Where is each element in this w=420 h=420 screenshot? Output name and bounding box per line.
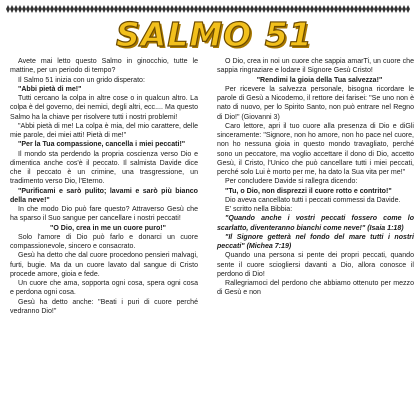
border-ornament bbox=[382, 5, 386, 13]
paragraph: Un cuore che ama, sopporta ogni cosa, spera ogni cosa e perdona ogni cosa. bbox=[10, 280, 198, 297]
border-ornament bbox=[394, 5, 398, 13]
paragraph: Per concludere Davide si rallegra dicendo: bbox=[225, 178, 358, 186]
border-ornament bbox=[370, 5, 374, 13]
border-ornament bbox=[10, 5, 14, 13]
border-ornament bbox=[358, 5, 362, 13]
border-ornament bbox=[306, 5, 310, 13]
paragraph: Per ricevere la salvezza personale, bisogna ricordare le parole di Gesù a Nicodemo, il rettore dei farisei: "Se uno non è nato di nuovo, per lo Spirito Santo, non può entrare nel Regno di Dio!" (Giovanni 3) bbox=[217, 85, 414, 121]
border-ornament bbox=[86, 5, 90, 13]
paragraph: "Per la Tua compassione, cancella i miei peccati!" bbox=[18, 141, 186, 149]
border-ornament bbox=[182, 5, 186, 13]
border-ornament bbox=[6, 5, 10, 13]
paragraph: "Purificami e sarò pulito; lavami e sarò più bianco della neve!" bbox=[10, 187, 198, 204]
border-ornament bbox=[274, 5, 278, 13]
right-column bbox=[217, 57, 414, 298]
border-ornament bbox=[126, 5, 130, 13]
border-ornament bbox=[50, 5, 54, 13]
paragraph: "Quando anche i vostri peccati fossero come lo scarlatto, diventeranno bianchi come neve!" (Isaia 1:18) bbox=[217, 215, 414, 232]
border-ornament bbox=[246, 5, 250, 13]
border-ornament bbox=[282, 5, 286, 13]
border-ornament bbox=[278, 5, 282, 13]
paragraph: In che modo Dio può fare questo? Attraverso Gesù che ha sparso il Suo sangue per cancellare i nostri peccati! bbox=[10, 206, 198, 223]
paragraph: Avete mai letto questo Salmo in ginocchio, tutte le mattine, per un periodo di tempo? bbox=[10, 58, 198, 75]
border-ornament bbox=[158, 5, 162, 13]
border-ornament bbox=[406, 5, 410, 13]
paragraph: "O Dio, crea in me un cuore puro!" bbox=[50, 224, 166, 232]
border-ornament bbox=[290, 5, 294, 13]
border-ornament bbox=[386, 5, 390, 13]
border-ornament bbox=[14, 5, 18, 13]
border-ornament bbox=[166, 5, 170, 13]
border-ornament bbox=[326, 5, 330, 13]
border-ornament bbox=[366, 5, 370, 13]
border-ornament bbox=[190, 5, 194, 13]
paragraph: Solo l'amore di Dio può farlo e donarci un cuore compassionevole, sincero e consacrato. bbox=[10, 233, 198, 250]
border-ornament bbox=[134, 5, 138, 13]
border-ornament bbox=[286, 5, 290, 13]
border-ornament bbox=[222, 5, 226, 13]
paragraph: Il Salmo 51 inizia con un grido disperato: bbox=[18, 76, 145, 84]
page-title: SALMO 51 bbox=[116, 15, 313, 54]
border-ornament bbox=[22, 5, 26, 13]
border-ornament bbox=[34, 5, 38, 13]
paragraph: Gesù ha detto anche: "Beati i puri di cuore perché vedranno Dio!" bbox=[10, 298, 198, 315]
border-ornament bbox=[30, 5, 34, 13]
border-ornament bbox=[234, 5, 238, 13]
border-ornament bbox=[294, 5, 298, 13]
border-ornament bbox=[262, 5, 266, 13]
border-ornament bbox=[314, 5, 318, 13]
border-ornament bbox=[66, 5, 70, 13]
border-ornament bbox=[226, 5, 230, 13]
border-ornament bbox=[94, 5, 98, 13]
border-ornament bbox=[390, 5, 394, 13]
border-ornament bbox=[242, 5, 246, 13]
border-ornament bbox=[174, 5, 178, 13]
paragraph: Tutti cercano la colpa in altre cose o in qualcun altro. La colpa è del governo, dei nemici, degli altri, ecc.... Ma questo Salmo ha la chiave per risolvere tutti i nostri problemi! bbox=[10, 95, 198, 121]
paragraph: Dio aveva cancellato tutti i peccati commessi da Davide. bbox=[225, 196, 401, 204]
paragraph: "Rendimi la gioia della Tua salvezza!" bbox=[256, 76, 383, 84]
border-ornament bbox=[258, 5, 262, 13]
border-ornament bbox=[114, 5, 118, 13]
paragraph: "Abbi pietà di me!" bbox=[18, 85, 82, 93]
border-ornament bbox=[310, 5, 314, 13]
border-ornament bbox=[106, 5, 110, 13]
border-ornament bbox=[298, 5, 302, 13]
border-ornament bbox=[142, 5, 146, 13]
border-ornament bbox=[78, 5, 82, 13]
paragraph: Quando una persona si pente dei propri peccati, quando sente il cuore sciogliersi davanti a Dio, allora conosce il perdono di Dio! bbox=[217, 252, 414, 278]
border-ornament bbox=[74, 5, 78, 13]
left-column bbox=[10, 57, 198, 316]
border-ornament bbox=[322, 5, 326, 13]
border-ornament bbox=[318, 5, 322, 13]
border-ornament bbox=[402, 5, 406, 13]
border-ornament bbox=[130, 5, 134, 13]
border-ornament bbox=[102, 5, 106, 13]
border-ornament bbox=[150, 5, 154, 13]
border-ornament bbox=[218, 5, 222, 13]
border-ornament bbox=[162, 5, 166, 13]
border-ornament bbox=[346, 5, 350, 13]
border-ornament bbox=[362, 5, 366, 13]
border-ornament bbox=[238, 5, 242, 13]
border-ornament bbox=[90, 5, 94, 13]
border-ornament bbox=[254, 5, 258, 13]
border-ornament bbox=[58, 5, 62, 13]
border-ornament bbox=[26, 5, 30, 13]
paragraph: "Abbi pietà di me! La colpa è mia, del mio carattere, delle mie parole, dei miei atti! Pietà di me!" bbox=[10, 122, 198, 139]
border-ornament bbox=[98, 5, 102, 13]
paragraph: E' scritto nella Bibbia: bbox=[225, 206, 293, 213]
border-ornament bbox=[202, 5, 206, 13]
border-ornament bbox=[338, 5, 342, 13]
border-ornament bbox=[350, 5, 354, 13]
paragraph: Rallegriamoci del perdono che abbiamo ottenuto per mezzo di Gesù e non bbox=[217, 280, 414, 297]
title-banner bbox=[0, 13, 420, 57]
paragraph: "Il Signore getterà nel fondo del mare tutti i nostri peccati" (Michea 7:19) bbox=[217, 233, 414, 250]
border-ornament bbox=[342, 5, 346, 13]
border-ornament bbox=[170, 5, 174, 13]
paragraph: Caro lettore, apri il tuo cuore alla presenza di Dio e diGli sinceramente: "Signore, non ho amore, non ho pace nel cuore, non ho nessuna gioia in questo mondo travagliato, perché sono un peccatore, ma voglio accettare il dono di Dio, accetto Gesù, il Cristo, l'Unico che può cancellare tutti i miei peccati, perché solo Lui è morto per me, ha dato la Sua vita per me!" bbox=[217, 122, 414, 176]
border-ornament bbox=[266, 5, 270, 13]
paragraph: "Tu, o Dio, non disprezzi il cuore rotto e contrito!" bbox=[225, 187, 392, 195]
border-ornament bbox=[210, 5, 214, 13]
border-ornament bbox=[38, 5, 42, 13]
border-ornament bbox=[186, 5, 190, 13]
border-ornament bbox=[198, 5, 202, 13]
border-ornament bbox=[62, 5, 66, 13]
border-ornament bbox=[250, 5, 254, 13]
border-ornament bbox=[374, 5, 378, 13]
border-ornament bbox=[230, 5, 234, 13]
border-ornament bbox=[270, 5, 274, 13]
border-ornament bbox=[398, 5, 402, 13]
border-ornament bbox=[214, 5, 218, 13]
border-ornament bbox=[42, 5, 46, 13]
border-ornament bbox=[194, 5, 198, 13]
border-ornament bbox=[110, 5, 114, 13]
paragraph: Gesù ha detto che dal cuore procedono pensieri malvagi, furti, bugie. Ma da un cuore lavato dal sangue di Cristo procede amore, gioia e fede. bbox=[10, 252, 198, 278]
border-ornament bbox=[354, 5, 358, 13]
border-ornament bbox=[334, 5, 338, 13]
border-ornament bbox=[70, 5, 74, 13]
border-ornament bbox=[82, 5, 86, 13]
paragraph: Il mondo sta perdendo la propria coscienza verso Dio e dimentica anche cos'è il peccato. Il salmista Davide dice che il peccato è un crimine, una trasgressione, un tradimento verso Dio, l'Eterno. bbox=[10, 150, 198, 186]
border-ornament bbox=[302, 5, 306, 13]
border-ornament bbox=[18, 5, 22, 13]
paragraph: O Dio, crea in noi un cuore che sappia amarTi, un cuore che sappia ringraziare e lodare il Signore Gesù Cristo! bbox=[217, 58, 414, 75]
border-ornament bbox=[46, 5, 50, 13]
border-ornament bbox=[378, 5, 382, 13]
border-ornament bbox=[178, 5, 182, 13]
border-ornament bbox=[146, 5, 150, 13]
border-ornament bbox=[154, 5, 158, 13]
border-ornament bbox=[122, 5, 126, 13]
border-ornament bbox=[54, 5, 58, 13]
border-ornament bbox=[330, 5, 334, 13]
border-ornament bbox=[118, 5, 122, 13]
border-ornament bbox=[206, 5, 210, 13]
border-ornament bbox=[138, 5, 142, 13]
